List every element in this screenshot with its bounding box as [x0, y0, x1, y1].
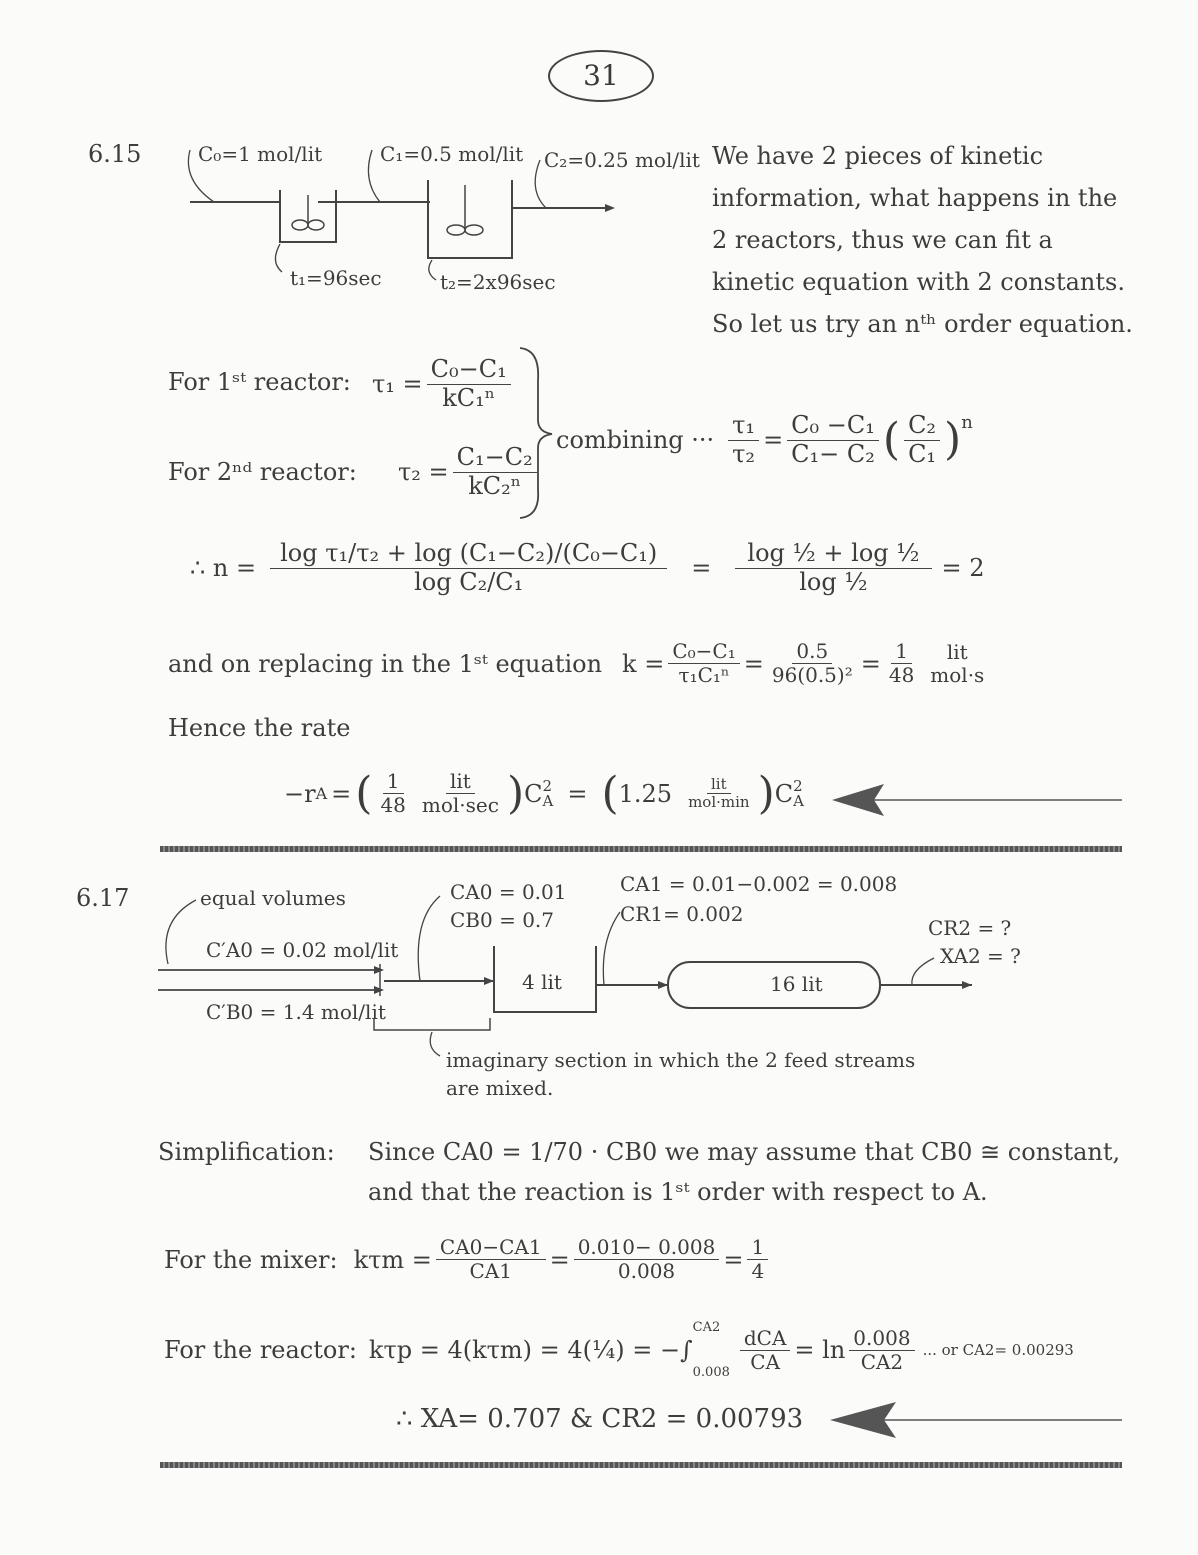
eq1-den: kC₁ⁿ [442, 383, 496, 412]
k-equation: and on replacing in the 1ˢᵗ equation k = $\frac{\text{C₀−C₁}}{\text{τ₁C₁ⁿ}}$ = $\frac{0.5}{\text{96(0.5)²}}$ = $\frac{1}{48}$ lit mol·s [168, 640, 992, 687]
n-den2: log ½ [799, 567, 868, 596]
label-tank-volume: 4 lit [522, 970, 562, 994]
rate-unit1-num: lit [446, 770, 475, 794]
label-xa2: XA2 = ? [940, 944, 1021, 968]
problem-number-6-17: 6.17 [76, 884, 130, 912]
label-imaginary-1: imaginary section in which the 2 feed streams [446, 1048, 916, 1072]
n-den: log C₂/C₁ [414, 567, 524, 596]
label-cr1: CR1= 0.002 [620, 902, 744, 926]
k-lhs: k = [622, 649, 665, 678]
k-num2: 0.5 [792, 640, 832, 664]
rate-conc-2: C [774, 779, 794, 808]
eq1-label: For 1ˢᵗ reactor: [168, 368, 351, 396]
ln-den: CA2 [860, 1349, 904, 1374]
n-num: log τ₁/τ₂ + log (C₁−C₂)/(C₀−C₁) [270, 540, 667, 569]
mixer-res-den: 4 [751, 1259, 765, 1283]
mixer-res-num: 1 [747, 1236, 768, 1260]
simplification-line-2: and that the reaction is 1ˢᵗ order with respect to A. [368, 1178, 988, 1206]
page-number: 31 [548, 50, 654, 102]
n-equation: ∴ n = $\frac{\text{log τ₁/τ₂ + log (C₁−C₂)/(C₀−C₁)}}{\text{log C₂/C₁}}$ = $\frac{\text{log ½ + log ½}}{\text{log ½}}$ = 2 [190, 539, 985, 596]
combining-label: combining ··· [556, 426, 715, 455]
label-equal-volumes: equal volumes [200, 886, 346, 910]
mixer-equation: For the mixer: kτm = $\frac{CA0-CA1}{CA1}$ = $\frac{0.010- 0.008}{0.008}$ = $\frac{1}{4}$ [164, 1236, 772, 1283]
k-den: τ₁C₁ⁿ [678, 663, 730, 687]
rate-unit2-num: lit [707, 776, 731, 794]
label-pfr-volume: 16 lit [770, 972, 823, 996]
label-c0: C₀=1 mol/lit [198, 142, 323, 166]
rate-lhs: −r [284, 779, 316, 808]
reactor-eq: kτp = 4(kτm) = 4(¼) = −∫ [368, 1336, 693, 1364]
label-t1: t₁=96sec [290, 266, 382, 290]
comb-paren-den: C₁ [908, 439, 937, 468]
ln-text: = ln [794, 1336, 846, 1364]
k-num: C₀−C₁ [668, 640, 739, 664]
note-line-2: information, what happens in the [712, 184, 1118, 212]
eq1-num: C₀−C₁ [427, 356, 511, 385]
mixer-den2: 0.008 [617, 1259, 676, 1283]
final-result: ∴ XA= 0.707 & CR2 = 0.00793 [396, 1404, 804, 1434]
rate-unit2-den: mol·min [688, 793, 750, 811]
mixer-num2: 0.010− 0.008 [574, 1236, 720, 1260]
note-line-5: So let us try an nᵗʰ order equation. [712, 310, 1133, 338]
simplification-label: Simplification: [158, 1138, 335, 1166]
simplification-line-1: Since CA0 = 1/70 · CB0 we may assume that CB0 ≅ constant, [368, 1138, 1121, 1166]
comb-paren-num: C₂ [904, 412, 940, 441]
rate-equation: −r A = ( $\frac{1}{48}$ $\frac{\text{lit}}{\text{mol·sec}}$ ) C 2 A = ( 1.25 $\frac{\text{lit}}{\text{mol·min}}$ ) C 2 A [284, 767, 804, 819]
problem-number-6-15: 6.15 [88, 140, 142, 168]
or-text: ... or CA2= 0.00293 [922, 1341, 1074, 1359]
label-ca0-prime: C′A0 = 0.02 mol/lit [206, 938, 399, 962]
combining-eq: combining ··· $\frac{\text{τ₁}}{\text{τ₂}}$ = $\frac{\text{C₀ −C₁}}{\text{C₁− C₂}}$ ( $\frac{\text{C₂}}{\text{C₁}}$ ) $^n$ [556, 411, 973, 468]
comb-rhs-den: C₁− C₂ [791, 439, 875, 468]
label-c1: C₁=0.5 mol/lit [380, 142, 524, 166]
ln-num: 0.008 [849, 1327, 914, 1351]
eq1-lhs: τ₁ = [372, 370, 423, 399]
label-cb0-prime: C′B0 = 1.4 mol/lit [206, 1000, 386, 1024]
rate-coef2: 1.25 [618, 779, 673, 808]
k-den2: 96(0.5)² [771, 663, 853, 687]
integral-upper: CA2 [692, 1320, 721, 1335]
rate-coef1: 1 [383, 770, 404, 794]
n-prefix: ∴ n = [190, 554, 257, 583]
label-c2: C₂=0.25 mol/lit [544, 148, 700, 172]
rate-coef1-den: 48 [380, 793, 406, 817]
label-imaginary-2: are mixed. [446, 1076, 554, 1100]
integral-num: dCA [740, 1327, 791, 1351]
eq2-lhs: τ₂ = [398, 458, 449, 487]
comb-rhs-num: C₀ −C₁ [787, 412, 879, 441]
reactor-label: For the reactor: [164, 1336, 357, 1364]
section-divider-2 [160, 1462, 1122, 1468]
mixer-num: CA0−CA1 [436, 1236, 546, 1260]
label-ca0: CA0 = 0.01 [450, 880, 567, 904]
note-line-4: kinetic equation with 2 constants. [712, 268, 1125, 296]
k-unit-den: mol·s [930, 662, 985, 687]
mixer-den: CA1 [469, 1259, 512, 1283]
k-den3: 48 [888, 663, 915, 687]
integral-den: CA [750, 1349, 781, 1374]
k-text: and on replacing in the 1ˢᵗ equation [168, 649, 603, 678]
eq2-den: kC₂ⁿ [468, 471, 522, 500]
comb-lhs-num: τ₁ [728, 412, 759, 441]
rate-unit1-den: mol·sec [421, 793, 499, 817]
rate-label: Hence the rate [168, 714, 351, 742]
rate-conc-1: C [524, 779, 543, 808]
label-cb0: CB0 = 0.7 [450, 908, 555, 932]
comb-exp: n [961, 412, 973, 433]
n-num2: log ½ + log ½ [735, 540, 931, 569]
eq2-num: C₁−C₂ [453, 444, 537, 473]
label-cr2: CR2 = ? [928, 916, 1012, 940]
mixer-label: For the mixer: [164, 1245, 338, 1274]
n-result: = 2 [941, 554, 985, 583]
k-unit-num: lit [946, 639, 968, 664]
k-num3: 1 [891, 640, 912, 664]
comb-lhs-den: τ₂ [732, 439, 756, 468]
note-line-1: We have 2 pieces of kinetic [712, 142, 1044, 170]
label-t2: t₂=2x96sec [440, 270, 556, 294]
integral-lower: 0.008 [692, 1365, 730, 1380]
label-ca1: CA1 = 0.01−0.002 = 0.008 [620, 872, 898, 896]
note-line-3: 2 reactors, thus we can fit a [712, 226, 1053, 254]
mixer-lhs: kτm = [353, 1245, 432, 1274]
eq2-label: For 2ⁿᵈ reactor: [168, 458, 357, 486]
